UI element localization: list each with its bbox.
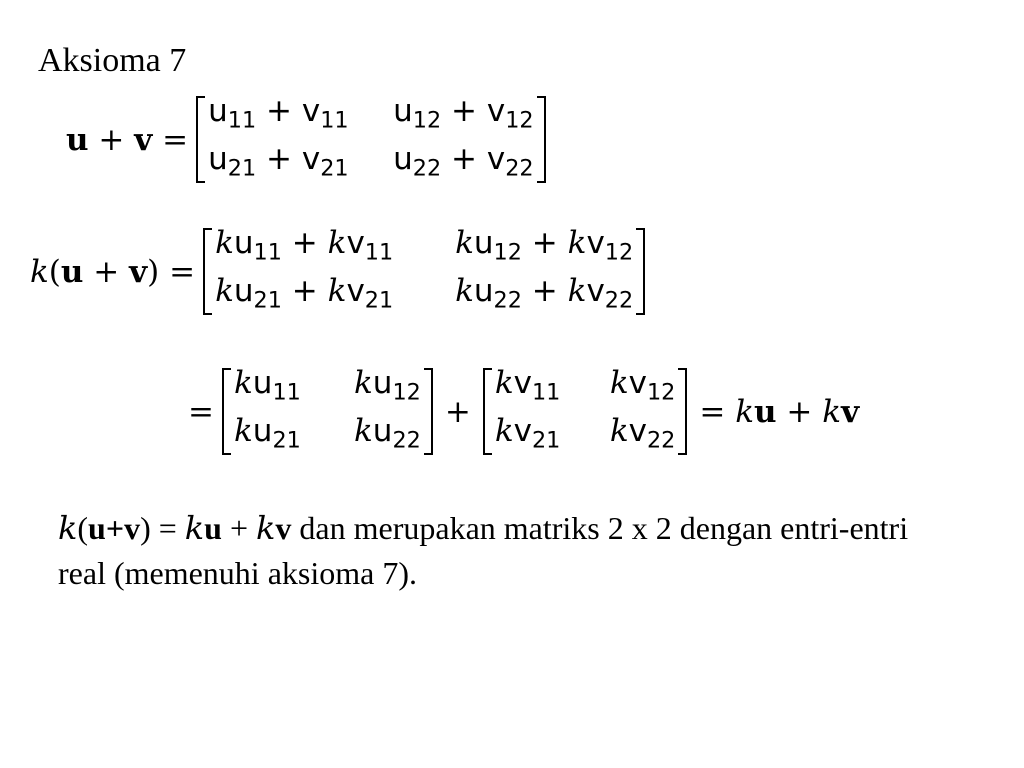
matrix-cell: $ku_{12}$	[353, 365, 421, 406]
matrix-cell: $kv_{12}$	[609, 365, 676, 406]
conclusion-paragraph	[58, 506, 958, 596]
matrix-cell: $kv_{22}$	[609, 412, 676, 454]
matrix-cell: $u_{11} + v_{11}$	[208, 93, 349, 134]
matrix-cell: $ku_{21} + kv_{21}$	[215, 272, 394, 314]
matrix-sum	[194, 92, 548, 187]
equation-scaled-sum	[30, 224, 647, 319]
matrix-row	[208, 140, 534, 188]
matrix-cell: $u_{12} + v_{12}$	[393, 93, 534, 134]
equation-scaled-sum-lhs: k(u + v) =	[30, 253, 196, 290]
matrix-ku	[220, 364, 435, 459]
matrix-row	[208, 92, 534, 140]
conclusion-text: dan merupakan matriks 2 x 2 dengan entri-entri real (memenuhi aksioma 7).	[58, 510, 909, 591]
matrix-row	[234, 412, 421, 460]
matrix-row	[495, 412, 676, 460]
matrix-cell: $ku_{12} + kv_{12}$	[455, 225, 634, 266]
equation-split	[188, 364, 869, 459]
matrix-cell: $kv_{11}$	[494, 365, 561, 406]
equation-split-lhs: =	[188, 393, 214, 430]
plus-operator: +	[444, 393, 471, 430]
matrix-cell: $u_{22} + v_{22}$	[393, 140, 534, 182]
equation-sum	[66, 92, 548, 187]
matrix-row	[215, 224, 633, 272]
equation-sum-lhs: u + v =	[66, 121, 189, 158]
matrix-row	[215, 272, 633, 320]
matrix-cell: $ku_{11}$	[233, 365, 301, 406]
matrix-row	[234, 364, 421, 412]
conclusion-formula: k(u+v) = ku + kv	[58, 509, 292, 547]
matrix-cell: $ku_{22} + kv_{22}$	[455, 272, 634, 314]
matrix-cell: $ku_{22}$	[353, 412, 421, 454]
equation-split-rhs: = ku + kv	[699, 393, 860, 430]
matrix-kv	[481, 364, 690, 459]
matrix-cell: $u_{21} + v_{21}$	[208, 140, 349, 182]
matrix-scaled-sum	[201, 224, 647, 319]
matrix-cell: $kv_{21}$	[494, 412, 561, 454]
matrix-row	[495, 364, 676, 412]
matrix-cell: $ku_{21}$	[233, 412, 301, 454]
matrix-cell: $ku_{11} + kv_{11}$	[215, 225, 394, 266]
slide-title: Aksioma 7	[38, 42, 187, 79]
